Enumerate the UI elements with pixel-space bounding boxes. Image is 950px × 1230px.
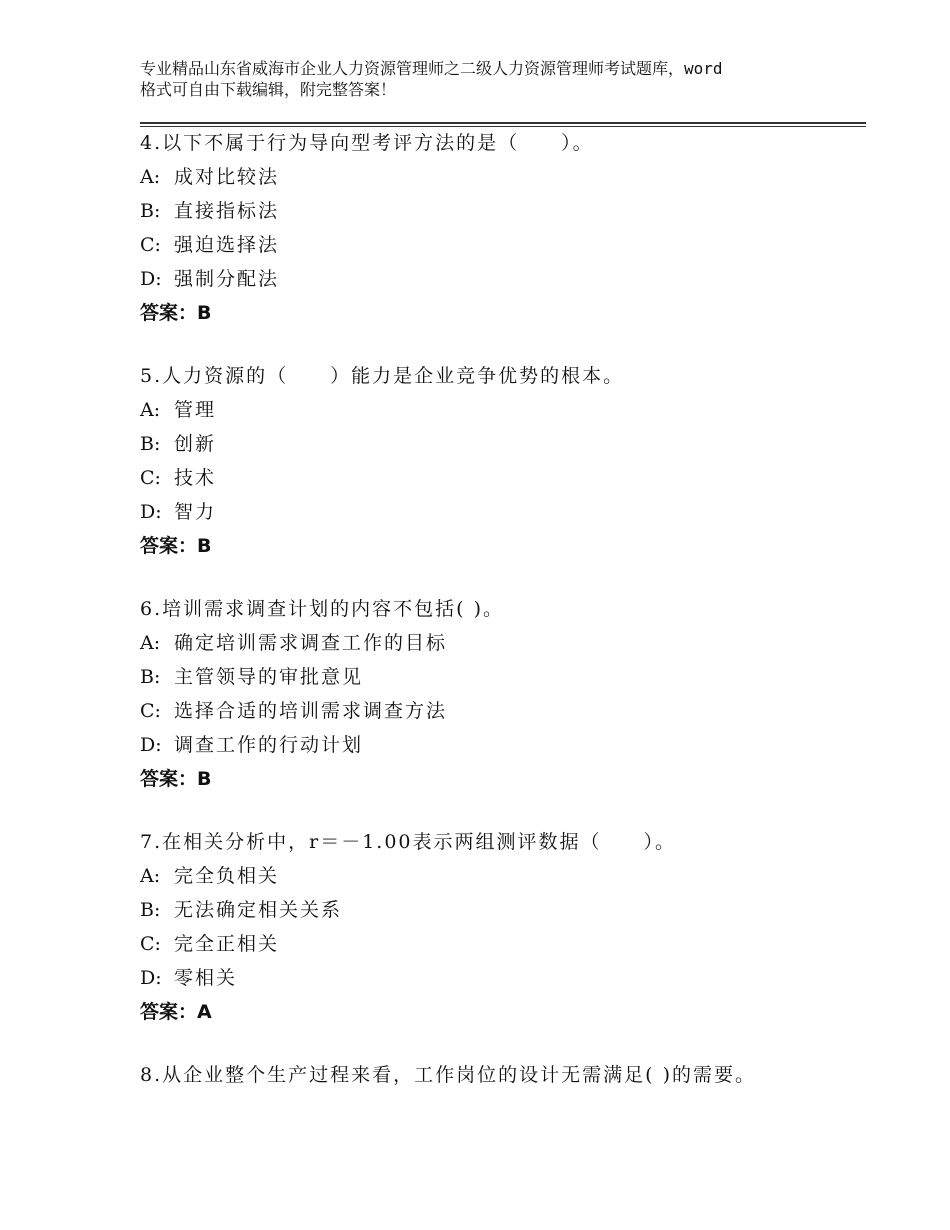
option-d (140, 495, 866, 529)
answer-line: 答案：A (140, 1001, 212, 1023)
option-a (140, 626, 866, 660)
option-a (140, 160, 866, 194)
option-b (140, 194, 866, 228)
option-c (140, 461, 866, 495)
answer-line: 答案：B (140, 535, 212, 557)
option-text: 管理 (174, 399, 217, 421)
option-key: A: (140, 865, 161, 887)
option-key: D: (140, 734, 162, 756)
option-text: 智力 (174, 501, 217, 523)
option-d (140, 262, 866, 296)
option-key: A: (140, 399, 161, 421)
question-item (140, 825, 866, 1029)
option-key: C: (140, 933, 161, 955)
option-text: 直接指标法 (174, 200, 280, 222)
option-key: D: (140, 268, 162, 290)
option-key: A: (140, 632, 161, 654)
option-key: B: (140, 899, 161, 921)
question-item (140, 592, 866, 796)
option-text: 完全负相关 (174, 865, 280, 887)
option-text: 选择合适的培训需求调查方法 (174, 700, 448, 722)
option-b (140, 660, 866, 694)
question-stem: 6.培训需求调查计划的内容不包括( )。 (140, 598, 504, 620)
option-text: 无法确定相关关系 (174, 899, 343, 921)
question-item (140, 126, 866, 330)
option-text: 零相关 (174, 967, 238, 989)
question-stem: 4.以下不属于行为导向型考评方法的是（ ）。 (140, 132, 594, 154)
option-b (140, 427, 866, 461)
option-key: A: (140, 166, 161, 188)
answer-line: 答案：B (140, 302, 212, 324)
option-key: B: (140, 200, 161, 222)
option-text: 技术 (174, 467, 217, 489)
question-item (140, 359, 866, 563)
document-header (140, 58, 840, 100)
option-d (140, 961, 866, 995)
option-key: C: (140, 700, 161, 722)
answer-line: 答案：B (140, 768, 212, 790)
header-line-2: 格式可自由下载编辑，附完整答案！ (140, 80, 397, 99)
question-stem: 7.在相关分析中，r＝－1.00表示两组测评数据（ ）。 (140, 831, 677, 853)
option-key: C: (140, 234, 161, 256)
option-key: B: (140, 433, 161, 455)
option-text: 成对比较法 (174, 166, 280, 188)
option-key: D: (140, 501, 162, 523)
option-a (140, 859, 866, 893)
option-key: D: (140, 967, 162, 989)
option-text: 强迫选择法 (174, 234, 280, 256)
option-text: 创新 (174, 433, 217, 455)
option-c (140, 228, 866, 262)
option-key: C: (140, 467, 161, 489)
option-d (140, 728, 866, 762)
question-stem: 5.人力资源的（ ）能力是企业竞争优势的根本。 (140, 365, 625, 387)
option-a (140, 393, 866, 427)
option-b (140, 893, 866, 927)
option-c (140, 694, 866, 728)
option-key: B: (140, 666, 161, 688)
option-text: 强制分配法 (174, 268, 280, 290)
header-line-1: 专业精品山东省威海市企业人力资源管理师之二级人力资源管理师考试题库，word (140, 59, 723, 78)
question-item (140, 1058, 866, 1092)
option-text: 主管领导的审批意见 (174, 666, 364, 688)
option-text: 调查工作的行动计划 (174, 734, 364, 756)
option-text: 完全正相关 (174, 933, 280, 955)
option-c (140, 927, 866, 961)
question-list (140, 126, 866, 1121)
header-divider (140, 122, 866, 124)
question-stem: 8.从企业整个生产过程来看，工作岗位的设计无需满足( )的需要。 (140, 1064, 756, 1086)
option-text: 确定培训需求调查工作的目标 (174, 632, 448, 654)
